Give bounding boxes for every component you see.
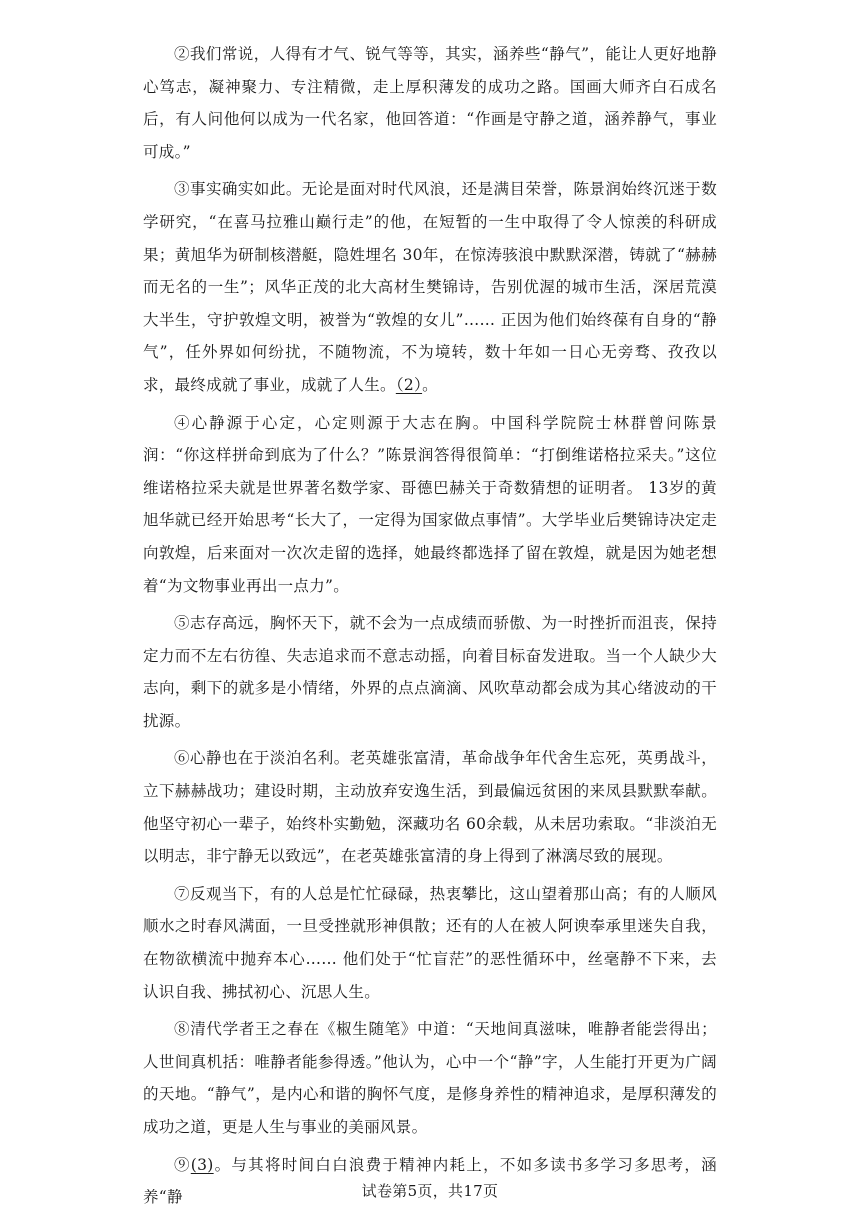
paragraph-7-text: ⑦反观当下，有的人总是忙忙碌碌，热衷攀比，这山望着那山高；有的人顺风顺水之时春风满面，一旦受挫就形神俱散；还有的人在被人阿谀奉承里迷失自我，在物欲横流中抛弃本心…… 他们处于“忙盲茫”的恶性循环中，丝毫静不下来，去认识自我、拂拭初心、沉思人生。 — [143, 884, 717, 1001]
paragraph-5-text: ⑤志存高远，胸怀天下，就不会为一点成绩而骄傲、为一时挫折而沮丧，保持定力而不左右彷徨、失志追求而不意志动摇，向着目标奋发进取。当一个人缺少大志向，剩下的就多是小情绪，外界的点点滴滴、风吹草动都会成为其心绪波动的干扰源。 — [143, 614, 717, 730]
document-page — [143, 38, 717, 1219]
paragraph-2 — [143, 38, 717, 168]
paragraph-8-text: ⑧清代学者王之春在《椒生随笔》中道：“天地间真滋味，唯静者能尝得出；人世间真机括：唯静者能参得透。”他认为，心中一个“静”字，人生能打开更为广阔的天地。“静气”，是内心和谐的胸怀气度，是修身养性的精神追求，是厚积薄发的成功之道，更是人生与事业的美丽风景。 — [143, 1020, 717, 1136]
page-footer: 试卷第5页，共17页 — [361, 1182, 499, 1200]
fill-blank-2: （2） — [395, 375, 423, 394]
paragraph-4-text: ④心静源于心定，心定则源于大志在胸。中国科学院院士林群曾问陈景润：“你这样拼命到底为了什么？”陈景润答得很简单：“打倒维诺格拉采夫。”这位维诺格拉采夫就是世界著名数学家、哥德巴赫关于奇数猜想的证明者。 13岁的黄旭华就已经开始思考“长大了，一定得为国家做点事情”。大学毕业后樊锦诗决定走向敦煌，后来面对一次次走留的选择，她最终都选择了留在敦煌，就是因为她老想着“为文物事业再出一点力”。 — [143, 413, 717, 595]
paragraph-8 — [143, 1013, 717, 1143]
paragraph-9-text: 。与其将时间白白浪费于精神内耗上，不如多读书多学习多思考，涵养“静 — [143, 1155, 717, 1207]
paragraph-6 — [143, 742, 717, 872]
paragraph-2-text: ②我们常说，人得有才气、锐气等等，其实，涵养些“静气”，能让人更好地静心笃志，凝神聚力、专注精微，走上厚积薄发的成功之路。国画大师齐白石成名后，有人问他何以成为一代名家，他回答道：“作画是守静之道，涵养静气，事业可成。” — [143, 45, 717, 161]
paragraph-3 — [143, 173, 717, 401]
paragraph-9-lead: ⑨ — [174, 1155, 191, 1174]
paragraph-6-text: ⑥心静也在于淡泊名利。老英雄张富清，革命战争年代舍生忘死，英勇战斗，立下赫赫战功；建设时期，主动放弃安逸生活，到最偏远贫困的来凤县默默奉献。他坚守初心一辈子，始终朴实勤勉，深藏功名 60余载，从未居功索取。“非淡泊无以明志，非宁静无以致远”，在老英雄张富清的身上得到了淋漓尽致的展现。 — [143, 749, 717, 866]
paragraph-4 — [143, 407, 717, 603]
paragraph-5 — [143, 607, 717, 737]
paragraph-7 — [143, 878, 717, 1008]
paragraph-3-tail: 。 — [422, 375, 438, 394]
fill-blank-3: (3) — [190, 1155, 214, 1174]
paragraph-3-text: ③事实确实如此。无论是面对时代风浪，还是满目荣誉，陈景润始终沉迷于数学研究，“在喜马拉雅山巅行走”的他，在短暂的一生中取得了令人惊羡的科研成果；黄旭华为研制核潜艇，隐姓埋名 30年，在惊涛骇浪中默默深潜，铸就了“赫赫而无名的一生”；风华正茂的北大高材生樊锦诗，告别优渥的城市生活，深居荒漠大半生，守护敦煌文明，被誉为“敦煌的女儿”…… 正因为他们始终葆有自身的“静气”，任外界如何纷扰，不随物流，不为境转，数十年如一日心无旁骛、孜孜以求，最终成就了事业，成就了人生。 — [143, 180, 717, 394]
